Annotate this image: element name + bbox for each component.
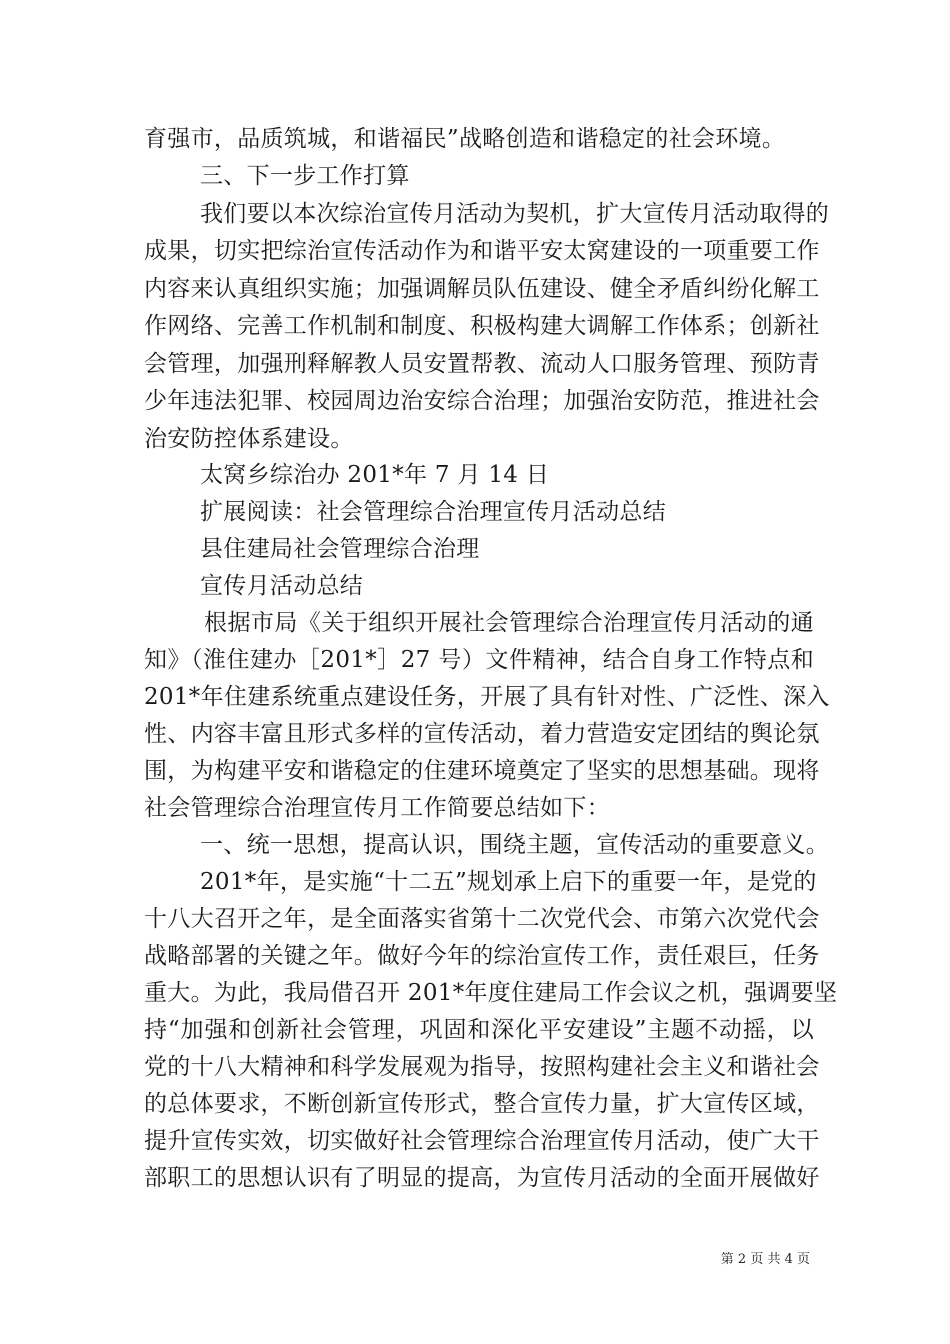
text-line: 社会管理综合治理宣传月工作简要总结如下： bbox=[144, 795, 610, 821]
signature-line: 太窝乡综治办 201*年 7 月 14 日 bbox=[200, 462, 550, 488]
section-heading: 三、下一步工作打算 bbox=[200, 163, 410, 189]
page-number: 第 2 页 共 4 页 bbox=[720, 1252, 810, 1267]
doc-title: 县住建局社会管理综合治理 bbox=[200, 536, 480, 562]
text-line: 根据市局《关于组织开展社会管理综合治理宣传月活动的通 bbox=[204, 610, 814, 636]
text-line: 性、内容丰富且形式多样的宣传活动，着力营造安定团结的舆论氛 bbox=[144, 721, 820, 747]
text-line: 部职工的思想认识有了明显的提高，为宣传月活动的全面开展做好 bbox=[144, 1165, 820, 1191]
text-line: 十八大召开之年，是全面落实省第十二次党代会、市第六次党代会 bbox=[144, 906, 820, 932]
text-line: 我们要以本次综治宣传月活动为契机，扩大宣传月活动取得的 bbox=[200, 201, 830, 227]
text-line: 的总体要求，不断创新宣传形式，整合宣传力量，扩大宣传区域， bbox=[144, 1091, 820, 1117]
text-line: 战略部署的关键之年。做好今年的综治宣传工作，责任艰巨，任务 bbox=[144, 943, 820, 969]
text-line: 党的十八大精神和科学发展观为指导，按照构建社会主义和谐社会 bbox=[144, 1054, 820, 1080]
text-line: 成果，切实把综治宣传活动作为和谐平安太窝建设的一项重要工作 bbox=[144, 238, 820, 264]
text-line: 知》（淮住建办［201*］27 号）文件精神，结合自身工作特点和 bbox=[144, 647, 814, 673]
text-line: 201*年住建系统重点建设任务，开展了具有针对性、广泛性、深入 bbox=[144, 684, 830, 710]
text-line: 围，为构建平安和谐稳定的住建环境奠定了坚实的思想基础。现将 bbox=[144, 758, 820, 784]
doc-subtitle: 宣传月活动总结 bbox=[200, 573, 364, 599]
text-line: 少年违法犯罪、校园周边治安综合治理；加强治安防范，推进社会 bbox=[144, 388, 820, 414]
text-line: 201*年，是实施“十二五”规划承上启下的重要一年，是党的 bbox=[200, 869, 817, 895]
extended-reading-title: 扩展阅读：社会管理综合治理宣传月活动总结 bbox=[200, 499, 666, 525]
text-line: 内容来认真组织实施；加强调解员队伍建设、健全矛盾纠纷化解工 bbox=[144, 276, 820, 302]
text-line: 治安防控体系建设。 bbox=[144, 426, 354, 452]
text-line: 育强市，品质筑城，和谐福民”战略创造和谐稳定的社会环境。 bbox=[144, 126, 786, 152]
text-line: 提升宣传实效，切实做好社会管理综合治理宣传月活动，使广大干 bbox=[144, 1128, 820, 1154]
text-line: 作网络、完善工作机制和制度、积极构建大调解工作体系；创新社 bbox=[144, 313, 820, 339]
section-heading: 一、统一思想，提高认识，围绕主题，宣传活动的重要意义。 bbox=[200, 832, 830, 858]
text-line: 重大。为此，我局借召开 201*年度住建局工作会议之机，强调要坚 bbox=[144, 980, 838, 1006]
text-line: 持“加强和创新社会管理，巩固和深化平安建设”主题不动摇，以 bbox=[144, 1017, 814, 1043]
text-line: 会管理，加强刑释解教人员安置帮教、流动人口服务管理、预防青 bbox=[144, 351, 820, 377]
